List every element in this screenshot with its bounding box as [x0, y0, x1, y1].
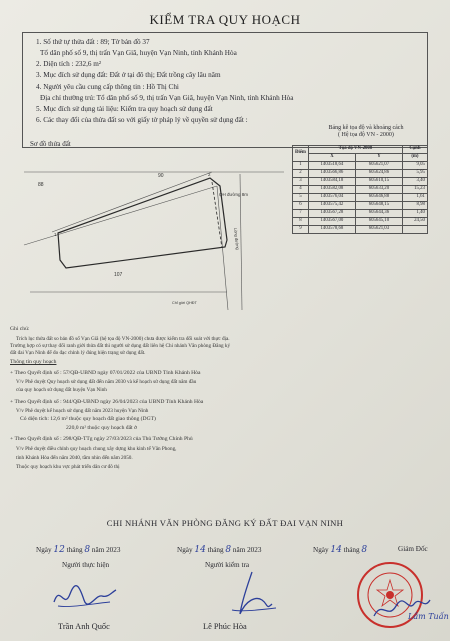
land-use-line: 3. Mục đích sử dụng đất: Đất ở tại đô thị; Đất trồng cây lâu năm [36, 71, 221, 79]
note-line-2: Trường hợp có sự thay đổi ranh giới thửa đất thì người sử dụng đất liên hệ Chi nhánh Văn phòng Đăng ký [10, 343, 231, 349]
parcel-90-label: 90 [158, 173, 164, 179]
signer-3-name: Lâm Tuấn [408, 612, 449, 621]
coords-x: 1403567,28 [308, 210, 355, 218]
signer-2-role: Người kiểm tra [205, 561, 250, 569]
signer-1-date [36, 545, 120, 555]
coords-point: 4 [293, 186, 309, 194]
decision-3-desc: V/v Phê duyệt điều chỉnh quy hoạch chung xây dựng khu kinh tế Vân Phong, [16, 446, 177, 452]
coords-point: 7 [293, 210, 309, 218]
residence-line: Địa chỉ thường trú: Tổ dân phố số 9, thị trấn Vạn Giã, huyện Vạn Ninh, tỉnh Khánh Hòa [40, 94, 294, 102]
parcel-89-outline [58, 178, 227, 268]
date-2-prefix: Ngày [177, 546, 193, 554]
coords-row [293, 218, 428, 226]
coords-y: 605610,15 [355, 178, 402, 186]
boundary-west [24, 186, 217, 245]
decision-3-desc-2: tỉnh Khánh Hòa đến năm 2040, tầm nhìn đến năm 2050. [16, 455, 133, 461]
requester-line: 4. Người yêu cầu cung cấp thông tin : Hồ Thị Chi [36, 83, 179, 91]
decision-1-desc: V/v Phê duyệt Quy hoạch sử dụng đất đến năm 2030 và kế hoạch sử dụng đất năm đầu [16, 379, 197, 385]
parcel-map [22, 150, 290, 315]
road-name-label: Chỉ giới QHĐT [172, 301, 197, 305]
coords-edge: 1,40 [402, 210, 427, 218]
coords-header-system: Tọa độ VN-2000 [308, 146, 402, 154]
coords-row [293, 186, 428, 194]
parcel-address-line: Tổ dân phố số 9, thị trấn Vạn Giã, huyện Vạn Ninh, tỉnh Khánh Hòa [40, 49, 237, 57]
purpose-line: 5. Mục đích sử dụng tài liệu: Kiểm tra quy hoạch sử dụng đất [36, 105, 213, 113]
coordinate-table [292, 145, 428, 234]
coords-y: 605648,15 [355, 202, 402, 210]
date-3-month: 8 [361, 545, 368, 555]
coords-header-point: Điểm [293, 146, 309, 162]
coords-edge: 24,50 [402, 218, 427, 226]
coords-row [293, 170, 428, 178]
boundary-88-90 [52, 172, 212, 232]
note-line-3: đất đai Vạn Ninh để đo đạc chỉnh lý đúng hiện trạng sử dụng đất. [10, 350, 146, 356]
coords-row [293, 210, 428, 218]
date-2-month-label: tháng [207, 546, 224, 554]
decision-2-desc: V/v Phê duyệt kế hoạch sử dụng đất năm 2023 huyện Vạn Ninh [16, 408, 149, 414]
coords-point: 3 [293, 178, 309, 186]
coords-edge: 9,05 [402, 162, 427, 170]
signature-1 [50, 574, 120, 614]
parcel-107-label: 107 [114, 272, 123, 278]
road-label: QH đường 8m [219, 192, 248, 197]
date-3-month-label: tháng [343, 546, 360, 554]
coords-x: 1403576,04 [308, 194, 355, 202]
coords-x: 1403567,00 [308, 218, 355, 226]
date-3-day: 14 [330, 545, 342, 555]
coords-y: 605633,20 [355, 186, 402, 194]
coords-y: 605621,03 [355, 226, 402, 234]
coords-point: 2 [293, 170, 309, 178]
coords-point: 8 [293, 218, 309, 226]
coords-header-x: X [308, 154, 355, 162]
signer-3-role: Giám Đốc [398, 545, 428, 553]
date-1-month: 8 [84, 545, 91, 555]
date-3-prefix: Ngày [313, 546, 329, 554]
coords-x: 1403582,08 [308, 186, 355, 194]
signer-2-name: Lê Phúc Hòa [203, 622, 247, 631]
coords-title-main: Bảng kê tọa độ và khoảng cách [328, 125, 404, 131]
coords-subheader-row [293, 154, 428, 162]
coords-point: 5 [293, 194, 309, 202]
branch-office-title: CHI NHÁNH VĂN PHÒNG ĐĂNG KÝ ĐẤT ĐAI VẠN NINH [106, 518, 344, 528]
vertex-label-1: 1 [54, 232, 57, 237]
coords-edge: 1,61 [402, 194, 427, 202]
date-2-year: năm 2023 [232, 546, 262, 554]
coords-point: 9 [293, 226, 309, 234]
date-2-day: 14 [194, 545, 206, 555]
coords-point: 6 [293, 202, 309, 210]
vertex-label-2: 2 [208, 172, 211, 177]
coords-row [293, 162, 428, 170]
map-label: Sơ đồ thửa đất [30, 140, 71, 148]
signer-1-role: Người thực hiện [62, 561, 110, 569]
coords-header-edge: Cạnh [402, 146, 427, 154]
date-2-month: 8 [225, 545, 232, 555]
signature-2 [222, 570, 282, 620]
date-1-month-label: tháng [66, 546, 83, 554]
planning-info-heading: Thông tin quy hoạch [10, 359, 57, 365]
coords-row [293, 226, 428, 234]
coords-edge [402, 226, 427, 234]
decision-3-desc-3: Thuộc quy hoạch khu vực phát triển dân cư đô thị [16, 464, 120, 470]
coords-edge: 15,23 [402, 186, 427, 194]
coords-edge: 8,98 [402, 202, 427, 210]
coords-edge: 3,40 [402, 178, 427, 186]
signer-3-date [313, 545, 367, 555]
coords-y: 605646,88 [355, 194, 402, 202]
coords-y: 605621,07 [355, 162, 402, 170]
area-residential-line: 220,0 m² thuộc quy hoạch đất ở [66, 425, 137, 431]
decision-1-desc-2: của quy hoạch sử dụng đất huyện Vạn Ninh [16, 387, 107, 393]
parcel-88-label: 88 [38, 182, 44, 188]
parcel-number-line: 1. Số thứ tự thửa đất : 89; Tờ bản đồ 37 [36, 38, 150, 46]
coords-y: 605645,10 [355, 218, 402, 226]
coords-point: 1 [293, 162, 309, 170]
changes-line: 6. Các thay đổi của thửa đất so với giấy tờ pháp lý về quyền sử dụng đất : [36, 116, 248, 124]
coords-y: 605624,86 [355, 170, 402, 178]
date-1-year: năm 2023 [91, 546, 121, 554]
coords-header-row [293, 146, 428, 154]
decision-3-line: + Theo Quyết định số : 298/QĐ-TTg ngày 27/03/2023 của Thủ Tướng Chính Phủ [10, 436, 193, 442]
coords-row [293, 178, 428, 186]
date-1-prefix: Ngày [36, 546, 52, 554]
coords-row [293, 194, 428, 202]
coords-x: 1403575,42 [308, 202, 355, 210]
coords-x: 1403566,86 [308, 170, 355, 178]
document-title: KIỂM TRA QUY HOẠCH [149, 12, 301, 27]
area-line: 2. Diện tích : 232,6 m² [36, 60, 102, 68]
coords-y: 605644,36 [355, 210, 402, 218]
coords-header-y: Y [355, 154, 402, 162]
coords-header-m: (m) [402, 154, 427, 162]
signer-2-date [177, 545, 261, 555]
coords-title-sub: ( Hệ tọa độ VN - 2000) [338, 132, 394, 138]
coords-x: 1403578,68 [308, 226, 355, 234]
coords-x: 1403518,64 [308, 162, 355, 170]
road-side-label: Lòng đường [233, 227, 241, 250]
area-dgt-line: Có diện tích: 12,6 m² thuộc quy hoạch đất giao thông (DGT) [20, 416, 156, 422]
coords-title [296, 125, 436, 139]
coords-edge: 5,95 [402, 170, 427, 178]
decision-2-line: + Theo Quyết định số : 944/QĐ-UBND ngày 26/04/2023 của UBND Tỉnh Khánh Hòa [10, 399, 204, 405]
signer-1-name: Trần Anh Quốc [58, 622, 110, 631]
coords-row [293, 202, 428, 210]
notes-heading: Ghi chú: [10, 326, 30, 332]
coords-x: 1403584,18 [308, 178, 355, 186]
date-1-day: 12 [53, 545, 65, 555]
note-line-1: Trích lục thửa đất so bản đồ số Vạn Giã (hệ tọa độ VN-2000) chưa được kiểm tra đối soát với thực địa. [16, 336, 230, 342]
decision-1-line: + Theo Quyết định số : 57/QĐ-UBND ngày 07/01/2022 của UBND Tỉnh Khánh Hòa [10, 370, 201, 376]
